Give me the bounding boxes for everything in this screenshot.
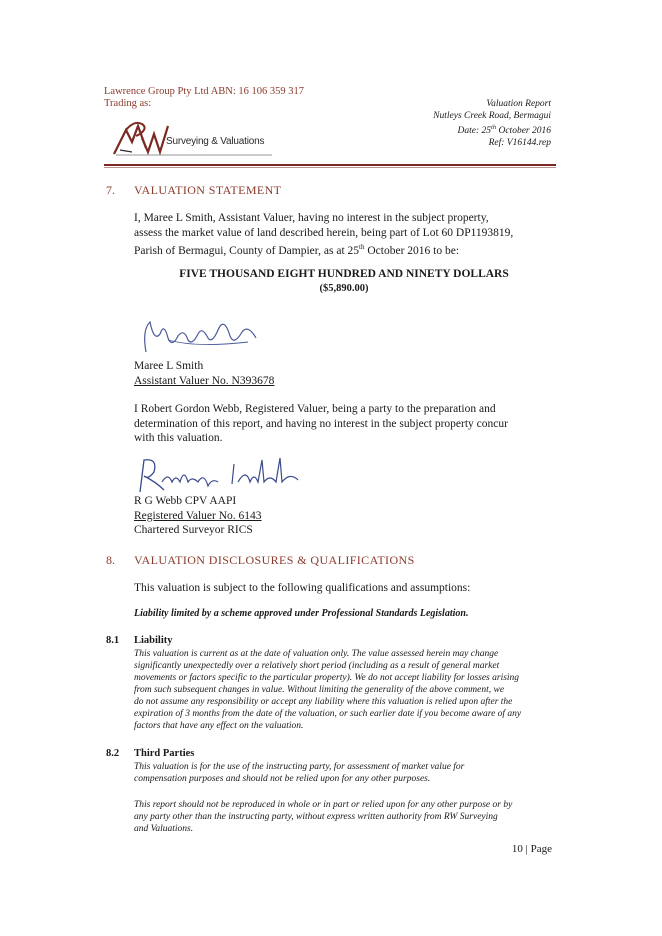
section7-paragraph2	[134, 402, 508, 446]
header-divider-thin	[104, 167, 556, 168]
section7-title: VALUATION STATEMENT	[134, 183, 282, 197]
section7-para-line1: I, Maree L Smith, Assistant Valuer, having no interest in the subject property,	[134, 212, 489, 224]
page-label: | Page	[525, 843, 552, 855]
signer2-title: Registered Valuer No. 6143	[134, 509, 262, 522]
sub1-line: from such subsequent changes in value. Without limiting the generality of the above comment, we	[134, 685, 505, 695]
liability-note: Liability limited by a scheme approved under Professional Standards Legislation.	[134, 608, 469, 619]
page-footer	[512, 843, 552, 855]
section7-para2-line2: determination of this report, and having no interest in the subject property concur	[134, 417, 508, 430]
page-number: 10	[511, 843, 523, 855]
section8-number: 8.	[106, 553, 115, 567]
sub2-line: This valuation is for the use of the instructing party, for assessment of market value for	[134, 762, 465, 772]
valuation-amount	[134, 267, 554, 296]
company-line2: Trading as:	[104, 98, 152, 109]
sub1-line: significantly unexpectedly over a relatively short period (including as a result of general market	[134, 661, 500, 671]
signer2-extra: Chartered Surveyor RICS	[134, 524, 253, 536]
signature-1-icon	[138, 312, 268, 360]
section7-para2-line1: I Robert Gordon Webb, Registered Valuer, being a party to the preparation and	[134, 403, 496, 415]
company-header	[104, 86, 304, 110]
sub2-line: compensation purposes and should not be relied upon for any other purposes.	[134, 774, 431, 784]
report-address: Nutleys Creek Road, Bermagui	[433, 110, 551, 121]
report-meta	[433, 99, 551, 149]
company-line1: Lawrence Group Pty Ltd ABN: 16 106 359 317	[104, 86, 305, 97]
sub1-line: do not assume any responsibility or accept any liability where this valuation is relied upon after the	[134, 697, 513, 707]
signature-maree-smith	[138, 312, 268, 360]
sub2b-line: any party other than the instructing party, without express written authority from RW Surveying	[134, 812, 498, 822]
sub2b-line: and Valuations.	[134, 824, 194, 834]
section7-para2-line3: with this valuation.	[134, 432, 223, 444]
section7-number: 7.	[106, 183, 115, 197]
section8-intro: This valuation is subject to the following qualifications and assumptions:	[134, 582, 471, 594]
sub2-number: 8.2	[106, 748, 120, 759]
section8-title: VALUATION DISCLOSURES & QUALIFICATIONS	[134, 553, 415, 567]
sub1-line: expiration of 3 months from the date of the valuation, or such earlier date if you become aware of any	[134, 709, 522, 719]
signer2-block	[134, 494, 262, 538]
sub2-title: Third Parties	[134, 748, 195, 759]
signature-rg-webb	[134, 452, 314, 496]
section7-para-line2: assess the market value of land described herein, being part of Lot 60 DP1193819,	[134, 226, 514, 239]
amount-words: FIVE THOUSAND EIGHT HUNDRED AND NINETY DOLLARS	[179, 268, 509, 280]
header-divider	[104, 164, 556, 166]
sub1-line: factors that have any effect on the valuation.	[134, 721, 304, 731]
sub1-title: Liability	[134, 635, 173, 646]
sub2-paragraph	[134, 761, 464, 785]
signature-2-icon	[134, 452, 314, 496]
sub2b-paragraph	[134, 799, 512, 835]
sub2b-line: This report should not be reproduced in whole or in part or relied upon for any other purpose or by	[134, 800, 513, 810]
amount-figures: ($5,890.00)	[319, 282, 369, 294]
sub1-line: This valuation is current as at the date of valuation only. The value assessed herein may change	[134, 649, 499, 659]
report-title: Valuation Report	[486, 99, 551, 109]
company-logo	[112, 112, 282, 158]
signer1-name: Maree L Smith	[134, 360, 204, 372]
section7-para-line3: Parish of Bermagui, County of Dampier, as at 25th October 2016 to be:	[134, 243, 460, 257]
report-date: Date: 25th October 2016	[457, 124, 551, 137]
sub1-line: movements or factors specific to the particular property). We do not accept liability for losses arising	[134, 673, 520, 683]
report-ref: Ref: V16144.rep	[488, 137, 551, 148]
sub1-number: 8.1	[106, 635, 120, 646]
section7-paragraph	[134, 211, 513, 258]
signer1-title: Assistant Valuer No. N393678	[134, 374, 275, 387]
signer1-block	[134, 359, 274, 388]
rw-logo-icon	[112, 112, 282, 158]
sub1-paragraph	[134, 648, 521, 732]
logo-text: Surveying & Valuations	[166, 136, 265, 147]
signer2-name: R G Webb CPV AAPI	[134, 495, 237, 507]
